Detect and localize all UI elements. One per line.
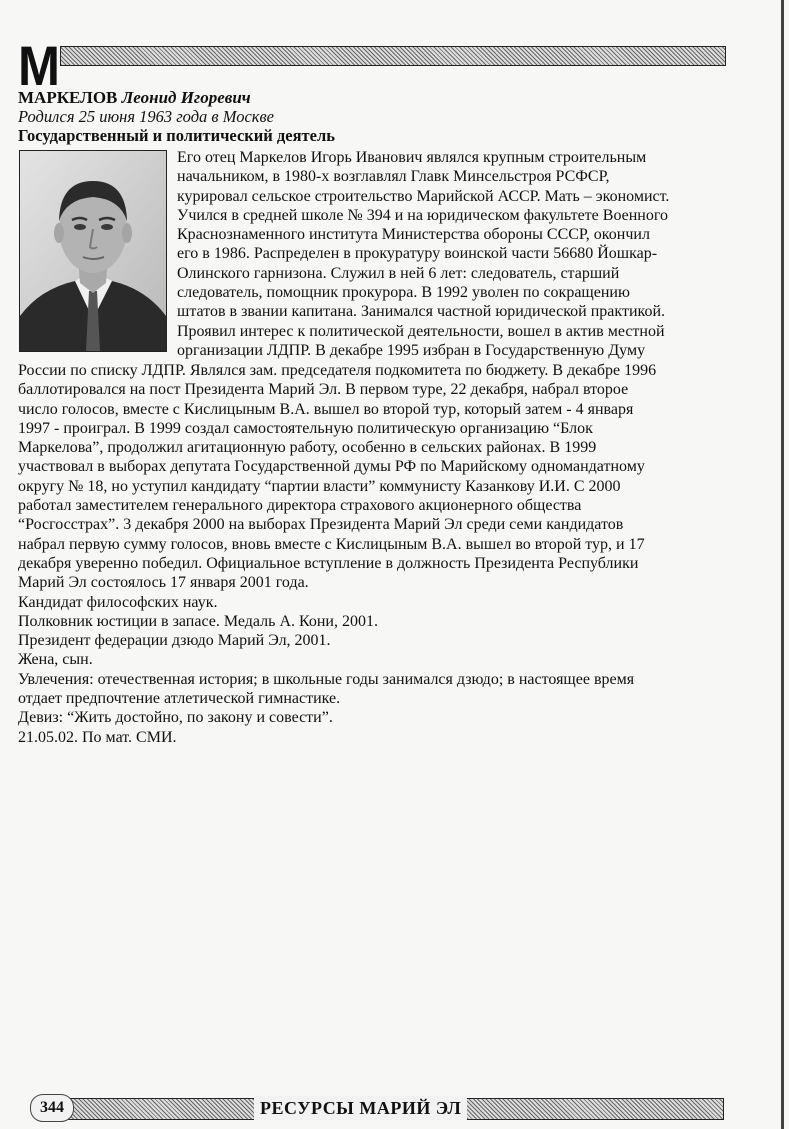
bio-line: Девиз: “Жить достойно, по закону и совести”.	[18, 709, 333, 727]
biography-wide-block	[18, 361, 728, 747]
bio-line: 1997 - проиграл. В 1999 создал самостоятельную политическую организацию “Блок	[18, 419, 593, 437]
bio-line: работал заместителем генерального директора страхового акционерного общества	[18, 497, 582, 515]
scan-edge-shadow	[781, 0, 784, 1129]
bio-line: организации ЛДПР. В декабре 1995 избран в Государственную Думу	[177, 341, 646, 359]
bio-line: Кандидат философских наук.	[18, 593, 218, 611]
person-birth: Родился 25 июня 1963 года в Москве	[18, 107, 275, 126]
bio-line: 21.05.02. По мат. СМИ.	[18, 728, 177, 746]
biography-narrow-block	[177, 148, 729, 360]
person-given-names: Леонид Игоревич	[121, 88, 251, 107]
bio-line: баллотировался на пост Президента Марий Эл. В первом туре, 22 декабря, набрал второе	[18, 381, 629, 399]
bio-line: Президент федерации дзюдо Марий Эл, 2001.	[18, 632, 331, 650]
bio-line: Олинского гарнизона. Служил в ней 6 лет: следователь, старший	[177, 264, 620, 282]
bio-line: его в 1986. Распределен в прокуратуру воинской части 56680 Йошкар-	[177, 245, 658, 263]
bio-line: начальником, в 1980-х возглавлял Главк Минсельстроя РСФСР,	[177, 168, 610, 186]
portrait-photo-icon	[20, 151, 166, 351]
bio-line: Жена, сын.	[18, 651, 93, 669]
bio-line: набрал первую сумму голосов, вновь вместе с Кислицыным В.А. вышел во второй тур, и 17	[18, 535, 645, 553]
bio-line: округу № 18, но уступил кандидату “партии власти” коммунисту Казанкову И.И. С 2000	[18, 477, 621, 495]
bio-line: число голосов, вместе с Кислицыным В.А. вышел во второй тур, который затем - 4 января	[18, 400, 634, 418]
bio-line: Его отец Маркелов Игорь Иванович являлся крупным строительным	[177, 149, 647, 166]
bio-line: декабря уверенно победил. Официальное вступление в должность Президента Республики	[18, 554, 639, 572]
person-role: Государственный и политический деятель	[18, 126, 335, 145]
bio-line: Маркелова”, продолжил агитационную работу, особенно в сельских районах. В 1999	[18, 439, 597, 457]
bio-line: курировал сельское строительство Марийской АССР. Мать – экономист.	[177, 187, 670, 205]
bio-line: участвовал в выборах депутата Государственной думы РФ по Марийскому одномандатному	[18, 458, 645, 476]
portrait-photo	[19, 150, 167, 352]
bio-line: Краснознаменного института Министерства обороны СССР, окончил	[177, 226, 650, 244]
bio-line: Учился в средней школе № 394 и на юридическом факультете Военного	[177, 206, 669, 224]
page-number: 344	[30, 1094, 74, 1122]
section-letter: М	[18, 34, 60, 97]
bio-line: Марий Эл состоялось 17 января 2001 года.	[18, 574, 309, 592]
bio-line: отдает предпочтение атлетической гимнастике.	[18, 690, 341, 708]
section-header	[18, 34, 724, 97]
bio-line: России по списку ЛДПР. Являлся зам. председателя подкомитета по бюджету. В декабре 1996	[18, 362, 657, 379]
bio-line: штатов в звании капитана. Занимался частной юридической практикой.	[177, 303, 666, 321]
footer-title: РЕСУРСЫ МАРИЙ ЭЛ	[254, 1096, 467, 1120]
bio-line: Проявил интерес к политической деятельности, вошел в актив местной	[177, 322, 665, 340]
person-name	[18, 88, 251, 108]
bio-line: Полковник юстиции в запасе. Медаль А. Кони, 2001.	[18, 612, 378, 630]
page-footer	[22, 1094, 728, 1122]
person-surname: МАРКЕЛОВ	[18, 88, 118, 107]
bio-line: Увлечения: отечественная история; в школьные годы занимался дзюдо; в настоящее время	[18, 670, 635, 688]
header-decorative-band	[60, 46, 726, 66]
bio-line: следователь, помощник прокурора. В 1992 уволен по сокращению	[177, 284, 630, 302]
bio-line: “Росгосстрах”. 3 декабря 2000 на выборах Президента Марий Эл среди семи кандидатов	[18, 516, 624, 534]
